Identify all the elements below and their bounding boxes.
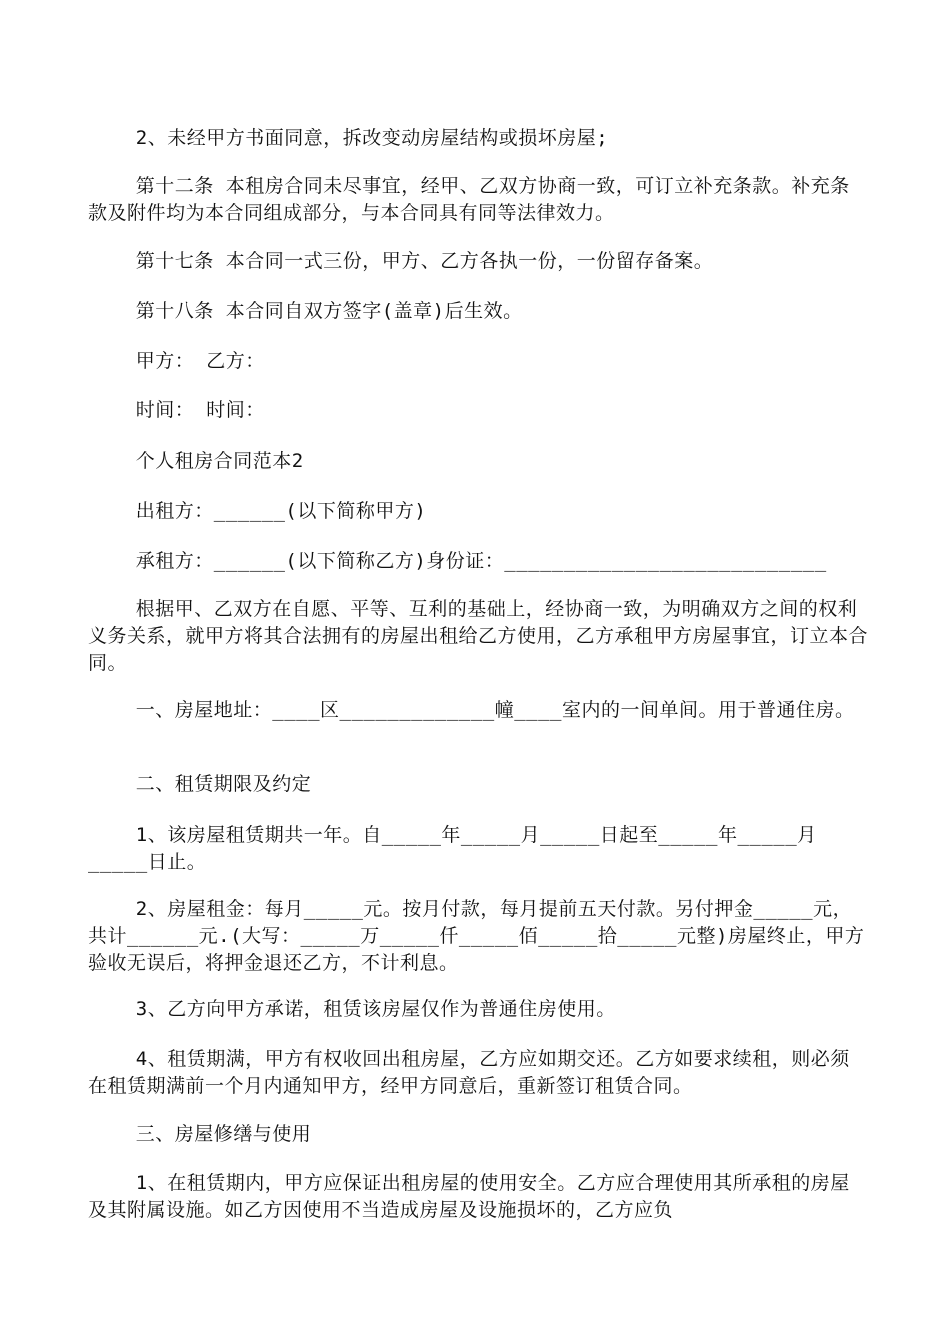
paragraph-article-17: 第十七条 本合同一式三份，甲方、乙方各执一份，一份留存备案。 (88, 250, 714, 272)
section-title-template-2: 个人租房合同范本2 (88, 450, 304, 472)
lessee-line: 承租方：______(以下简称乙方)身份证：___________________________ (88, 550, 827, 572)
paragraph-lease-period: 1、该房屋租赁期共一年。自_____年_____月_____日起至_____年_____月_____日止。 (88, 824, 817, 873)
paragraph-usage-promise: 3、乙方向甲方承诺，租赁该房屋仅作为普通住房使用。 (88, 998, 616, 1020)
heading-repair-use: 三、房屋修缮与使用 (88, 1123, 312, 1145)
paragraph-lease-expiry: 4、租赁期满，甲方有权收回出租房屋，乙方应如期交还。乙方如要求续租，则必须在租赁期满前一个月内通知甲方，经甲方同意后，重新签订租赁合同。 (88, 1048, 850, 1097)
signature-parties-line: 甲方： 乙方： (88, 350, 265, 372)
signature-time-line: 时间： 时间： (88, 399, 265, 421)
paragraph-preamble: 根据甲、乙双方在自愿、平等、互利的基础上，经协商一致，为明确双方之间的权利义务关系，就甲方将其合法拥有的房屋出租给乙方使用，乙方承租甲方房屋事宜，订立本合同。 (88, 598, 869, 674)
paragraph-rent: 2、房屋租金：每月_____元。按月付款，每月提前五天付款。另付押金_____元，共计______元.(大写：_____万_____仟_____佰_____拾_____元整)房屋终止，甲方验收无误后，将押金退还乙方，不计利息。 (88, 898, 865, 974)
paragraph-house-address: 一、房屋地址：____区_____________幢____室内的一间单间。用于普通住房。 (88, 699, 855, 721)
lessor-line: 出租方：______(以下简称甲方) (88, 500, 427, 522)
paragraph-article-18: 第十八条 本合同自双方签字(盖章)后生效。 (88, 300, 523, 322)
paragraph-clause-2: 2、未经甲方书面同意，拆改变动房屋结构或损坏房屋; (88, 127, 609, 149)
heading-lease-term: 二、租赁期限及约定 (88, 773, 312, 795)
paragraph-article-12: 第十二条 本租房合同未尽事宜，经甲、乙双方协商一致，可订立补充条款。补充条款及附件均为本合同组成部分，与本合同具有同等法律效力。 (88, 175, 850, 224)
paragraph-safety: 1、在租赁期内，甲方应保证出租房屋的使用安全。乙方应合理使用其所承租的房屋及其附属设施。如乙方因使用不当造成房屋及设施损坏的，乙方应负 (88, 1172, 850, 1221)
